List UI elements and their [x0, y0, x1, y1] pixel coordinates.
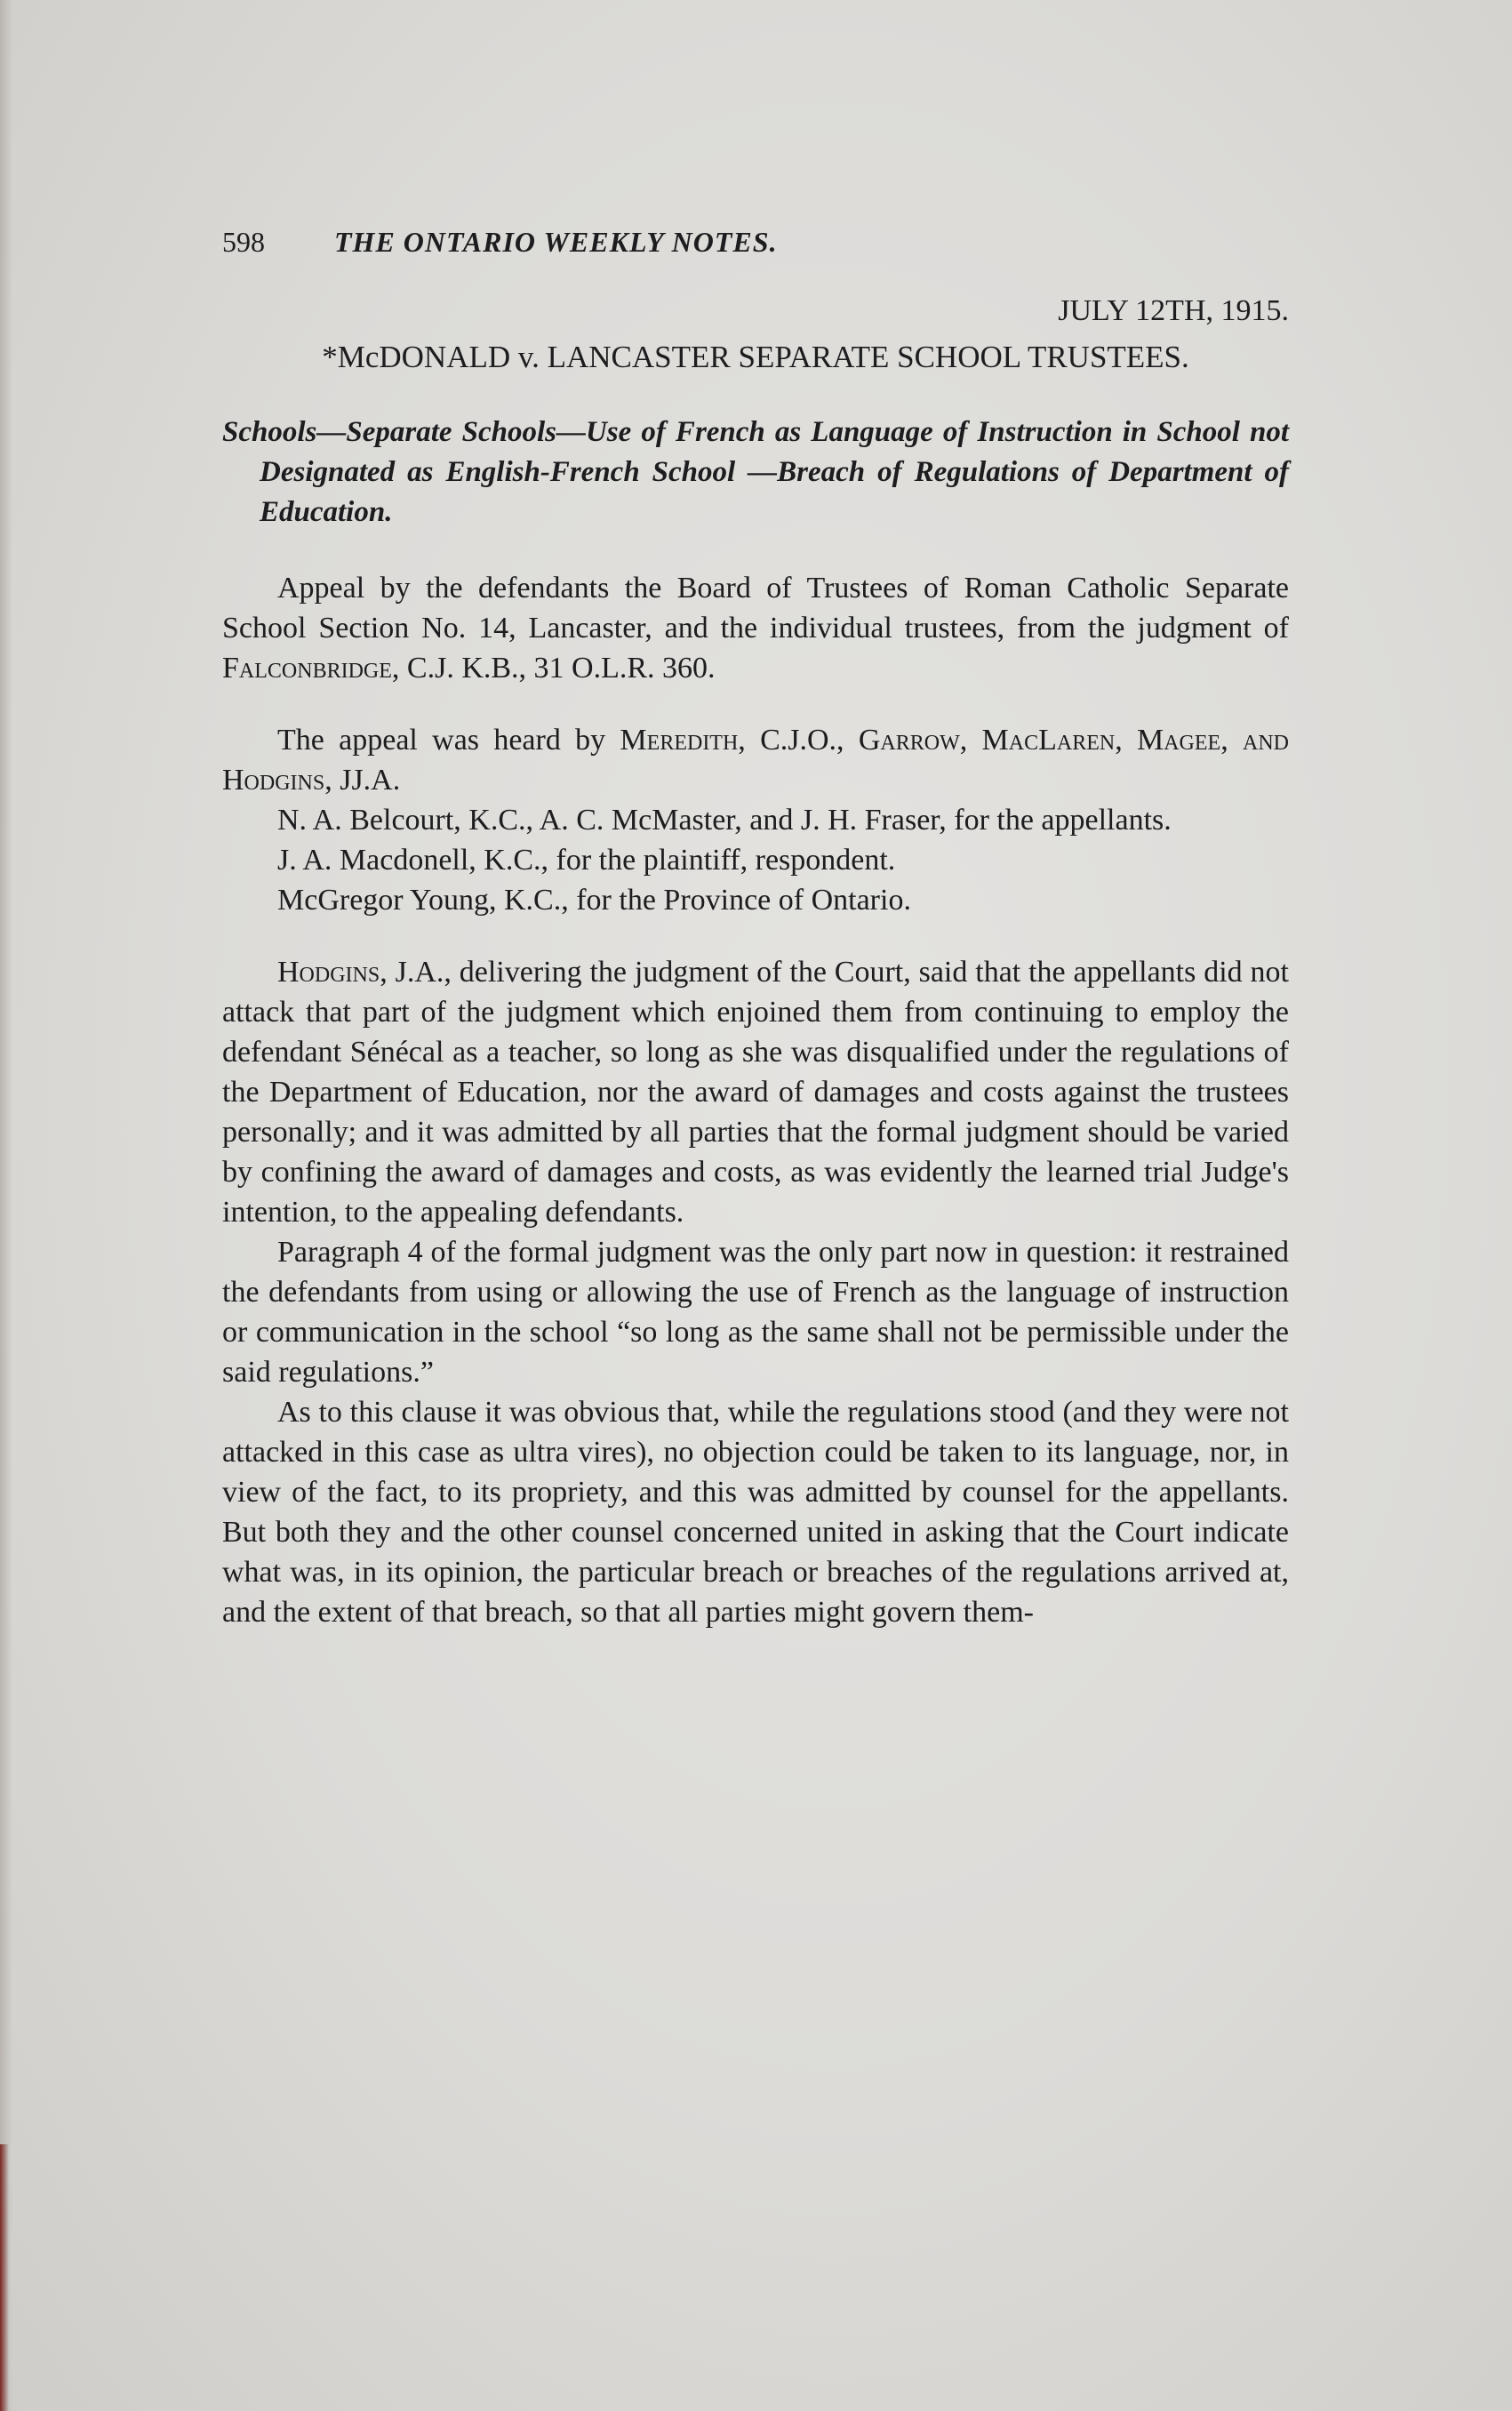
- counsel-respondent: J. A. Macdonell, K.C., for the plaintiff, respondent.: [277, 844, 896, 877]
- appeal-text-1: Appeal by the defendants the Board of Trustees of Roman Catholic Separate School Section No. 14, Lancaster, and the individual trustees, from the judgment of: [222, 572, 1289, 645]
- counsel-province: McGregor Young, K.C., for the Province of Ontario.: [277, 884, 911, 917]
- journal-title: THE ONTARIO WEEKLY NOTES.: [334, 226, 778, 258]
- appeal-judges: Meredith, C.J.O., Garrow, MacLaren, Magee, and Hodgins, JJ.A.: [222, 724, 1289, 797]
- date-line: JULY 12TH, 1915.: [1058, 294, 1289, 327]
- running-head: [222, 222, 1289, 262]
- judgment-paragraph-3: As to this clause it was obvious that, while the regulations stood (and they were not attacked in this case as ultra vires), no objection could be taken to its language, nor, in view of the fact, to its propriety, and this was admitted by counsel for the appellants. But both they and the other counsel concerned united in asking that the Court indicate what was, in its opinion, the particular breach or breaches of the regulations arrived at, and the extent of that breach, so that all parties might govern them-: [222, 1396, 1289, 1629]
- headnote: Schools—Separate Schools—Use of French as Language of Instruction in School not Designated as English-French School —Breach of Regulations of Department of Education.: [222, 416, 1289, 528]
- heard-text: The appeal was heard by: [277, 724, 620, 757]
- heard-paragraph: [222, 720, 1289, 800]
- page-content: [222, 222, 1289, 1632]
- appeal-paragraph: [222, 568, 1289, 688]
- binding-edge: [0, 2144, 9, 2411]
- case-title: *McDONALD v. LANCASTER SEPARATE SCHOOL TRUSTEES.: [322, 340, 1189, 374]
- judgment-paragraph-2: Paragraph 4 of the formal judgment was the only part now in question: it restrained the defendants from using or allowing the use of French as the language of instruction or communication in the school “so long as the same shall not be permissible under the said regulations.”: [222, 1236, 1289, 1389]
- judgment-paragraph-1: [222, 952, 1289, 1232]
- judgment-speaker: Hodgins: [277, 956, 380, 989]
- trial-judge-name: Falconbridge: [222, 652, 392, 685]
- counsel-appellants: N. A. Belcourt, K.C., A. C. McMaster, and J. H. Fraser, for the appellants.: [277, 804, 1172, 837]
- page-spine-shadow: [0, 0, 12, 2411]
- page-number: 598: [222, 226, 265, 258]
- judgment-text-1: , J.A., delivering the judgment of the Court, said that the appellants did not attack that part of the judgment which enjoined them from continuing to employ the defendant Sénécal as a teacher, so long as she was disqualified under the regulations of the Department of Education, nor the award of damages and costs against the trustees personally; and it was admitted by all parties that the formal judgment should be varied by confining the award of damages and costs, as was evidently the learned trial Judge's intention, to the appealing defendants.: [222, 956, 1289, 1229]
- appeal-text-2: , C.J. K.B., 31 O.L.R. 360.: [391, 652, 716, 685]
